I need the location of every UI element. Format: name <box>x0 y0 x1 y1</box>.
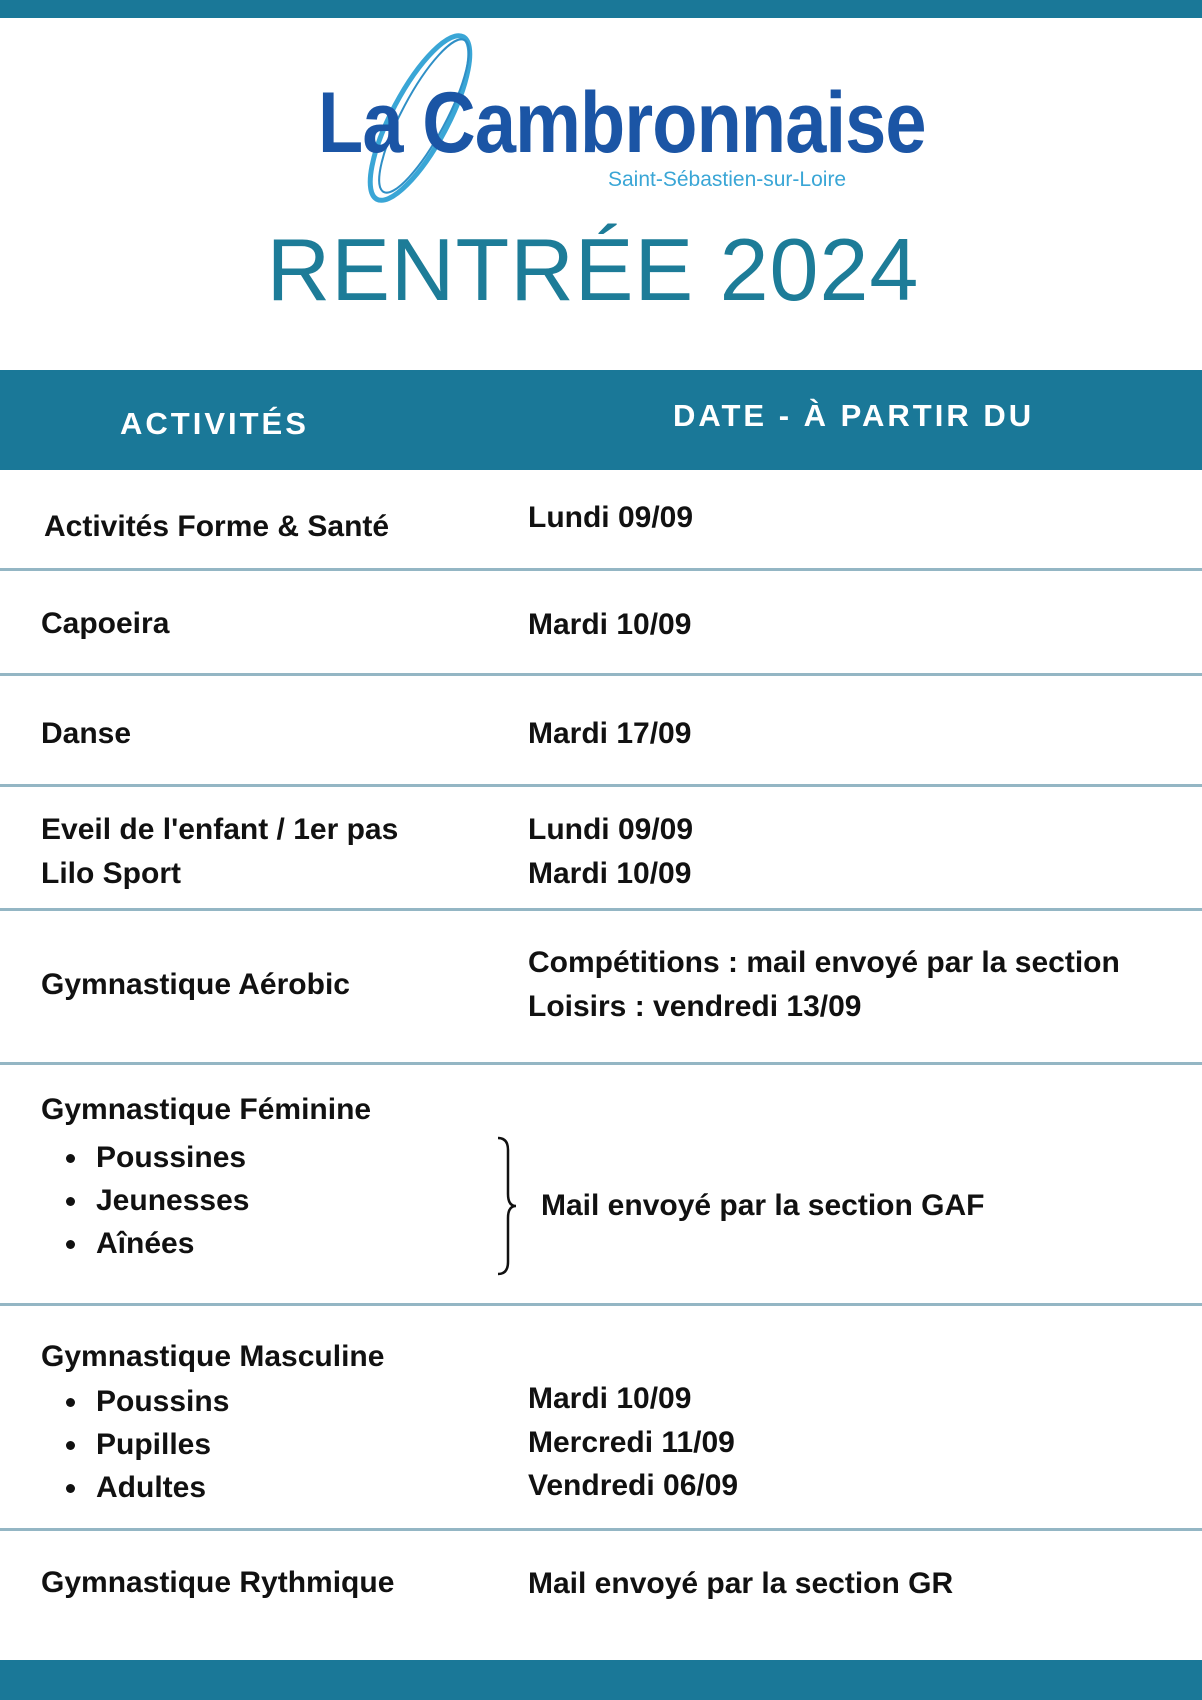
row-activity: Gymnastique Rythmique <box>41 1566 395 1599</box>
club-logo <box>300 28 926 208</box>
row-divider <box>0 673 1202 676</box>
row-date-line: Mercredi 11/09 <box>528 1426 735 1459</box>
row-divider <box>0 908 1202 911</box>
row-date-line: Vendredi 06/09 <box>528 1469 739 1502</box>
logo-subtitle: Saint-Sébastien-sur-Loire <box>608 168 847 191</box>
row-date: Mail envoyé par la section GR <box>528 1567 954 1600</box>
list-item: Jeunesses <box>41 1179 249 1222</box>
list-item: Pupilles <box>41 1423 229 1466</box>
row-date: Mardi 10/09 <box>528 608 692 641</box>
row-divider <box>0 1062 1202 1065</box>
list-item: Adultes <box>41 1466 229 1509</box>
list-item: Poussines <box>41 1136 249 1179</box>
row-activity: Gymnastique Aérobic <box>41 968 350 1001</box>
row-date: Lundi 09/09 <box>528 501 694 534</box>
logo-wordmark: La Cambronnaise <box>318 75 926 171</box>
header-activities: ACTIVITÉS <box>120 406 309 441</box>
row-date: Mardi 17/09 <box>528 717 692 750</box>
sub-activity-list <box>41 1136 249 1265</box>
top-accent-bar <box>0 0 1202 18</box>
row-activity: Gymnastique Masculine <box>41 1340 385 1373</box>
row-date-line: Mardi 10/09 <box>528 857 692 890</box>
bottom-accent-bar <box>0 1660 1202 1700</box>
row-activity: Gymnastique Féminine <box>41 1093 372 1126</box>
row-activity: Capoeira <box>41 607 170 640</box>
curly-brace-icon <box>496 1136 518 1276</box>
row-activity-line: Lilo Sport <box>41 857 181 890</box>
row-activity: Activités Forme & Santé <box>44 510 390 543</box>
page-title: RENTRÉE 2024 <box>266 220 920 319</box>
sub-activity-list <box>41 1380 229 1509</box>
row-divider <box>0 568 1202 571</box>
row-divider <box>0 1303 1202 1306</box>
row-date-line: Loisirs : vendredi 13/09 <box>528 990 862 1023</box>
row-activity: Danse <box>41 717 132 750</box>
row-date-line: Compétitions : mail envoyé par la section <box>528 946 1120 979</box>
row-divider <box>0 784 1202 787</box>
header-date: DATE - À PARTIR DU <box>673 398 1035 433</box>
list-item: Poussins <box>41 1380 229 1423</box>
list-item: Aînées <box>41 1222 249 1265</box>
row-divider <box>0 1528 1202 1531</box>
row-date-line: Mardi 10/09 <box>528 1382 692 1415</box>
row-date: Mail envoyé par la section GAF <box>541 1189 985 1222</box>
table-header <box>0 370 1202 470</box>
row-activity-line: Eveil de l'enfant / 1er pas <box>41 813 399 846</box>
row-date-line: Lundi 09/09 <box>528 813 694 846</box>
